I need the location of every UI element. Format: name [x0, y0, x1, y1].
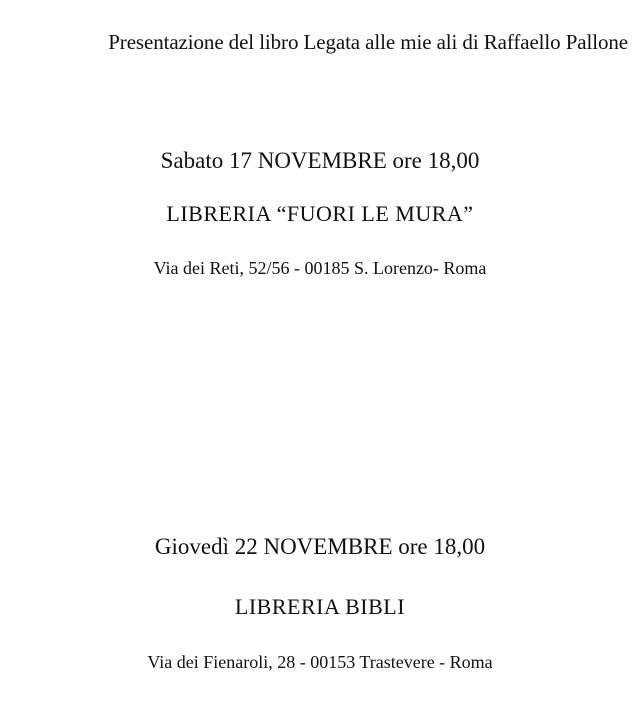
event-1-date: Sabato 17 NOVEMBRE ore 18,00: [160, 148, 480, 173]
event-1-venue: LIBRERIA “FUORI LE MURA”: [166, 201, 474, 226]
event-1-address: Via dei Reti, 52/56 - 00185 S. Lorenzo- Roma: [153, 258, 487, 278]
book-presentation-heading: Presentazione del libro Legata alle mie ali di Raffaello Pallone: [108, 30, 628, 54]
event-2-venue: LIBRERIA BIBLI: [234, 594, 406, 619]
event-2-date: Giovedì 22 NOVEMBRE ore 18,00: [154, 534, 486, 559]
event-2-address: Via dei Fienaroli, 28 - 00153 Trastevere - Roma: [147, 652, 493, 672]
